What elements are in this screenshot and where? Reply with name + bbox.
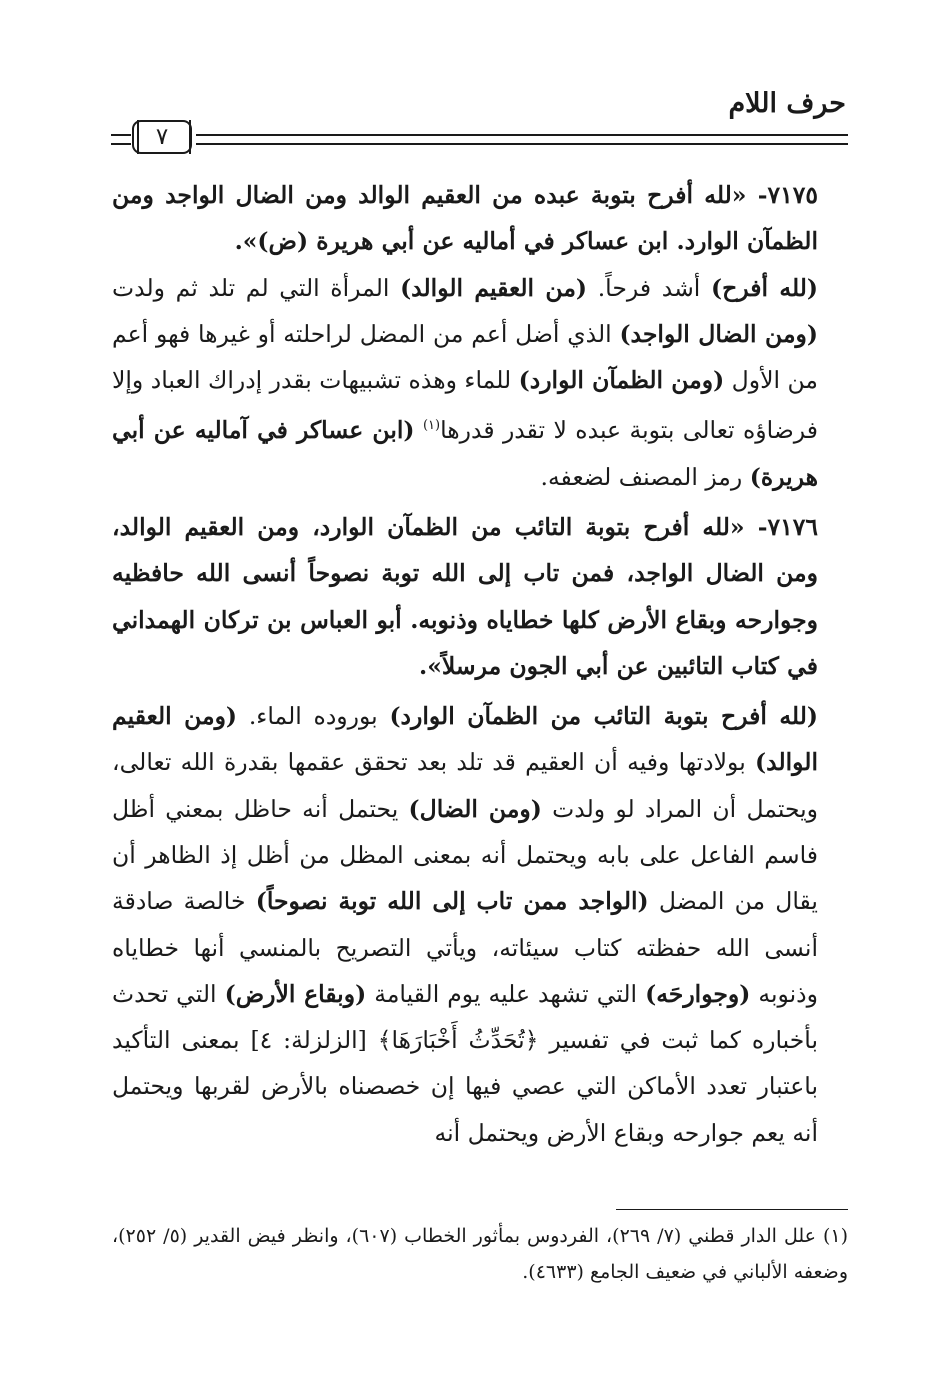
hadith-entry-7175 — [112, 172, 848, 265]
footnote-marker[interactable]: (١) — [422, 418, 441, 434]
commentary-text: المرأة التي لم تلد ثم ولدت — [112, 273, 401, 302]
commentary-lemma: (وبقاع الأرض) — [224, 979, 367, 1008]
hadith-entry-7176 — [112, 504, 848, 689]
commentary-lemma: (من العقيم الوالد) — [400, 273, 588, 302]
entry-number: ٧١٧٥- — [757, 181, 819, 209]
commentary-lemma: (لله أفرح) — [710, 273, 819, 302]
commentary-text: للماء وهذه تشبيهات بقدر إدراك العباد وإلا فرضاؤه تعالى بتوبة عبده لا تقدر قدرها — [112, 366, 818, 445]
commentary-text: أشد فرحاً. — [587, 273, 711, 302]
commentary-text: الذي أضل أعم من المضل لراحلته أو غيرها فهو أعم من الأول — [112, 319, 818, 395]
commentary-lemma: (ابن عساكر في آماليه عن أبي هريرة) — [112, 416, 818, 491]
commentary-lemma: (ومن العقيم الوالد) — [112, 702, 818, 777]
quran-quote: ﴿تُحَدِّثُ أَخْبَارَهَا﴾ — [377, 1026, 539, 1055]
commentary-lemma: (لله أفرح بتوبة التائب من الظمآن الوارد) — [389, 702, 818, 731]
footnote-1: (١) علل الدار قطني (٧/ ٢٦٩)، الفردوس بمأثور الخطاب (٦٠٧)، وانظر فيض القدير (٥/ ٢٥٢)، وضعفه الألباني في ضعيف الجامع (٤٦٣٣). — [112, 1225, 849, 1283]
commentary-text: بولادتها وفيه أن العقيم قد تلد بعد تحقق عقمها بقدرة الله تعالى، ويحتمل أن المراد لو ولدت — [112, 748, 819, 823]
commentary-text: التي تشهد عليه يوم القيامة — [366, 979, 646, 1008]
commentary-text: رمز المصنف لضعفه. — [540, 462, 750, 491]
commentary-7176 — [112, 693, 848, 1156]
commentary-7175 — [112, 265, 848, 500]
commentary-lemma: (ومن الظمآن الوارد) — [518, 366, 725, 395]
hadith-text: «لله أفرح بتوبة عبده من العقيم الوالد ومن الضال الواجد ومن الظمآن الوارد. ابن عساكر في أماليه عن أبي هريرة (ض)». — [112, 181, 818, 256]
footnote-separator — [616, 1209, 848, 1210]
entry-number: ٧١٧٦- — [757, 512, 818, 541]
running-title: حرف اللام — [728, 88, 846, 119]
commentary-text: خالصة صادقة أنسى الله حفظته كتاب سيئاته، ويأتي التصريح بالمنسي أنها خطاياه وذنوبه — [112, 887, 818, 1008]
commentary-text: بوروده الماء. — [237, 702, 390, 731]
commentary-lemma: (ومن الضال) — [408, 794, 542, 823]
header-rule-stub — [111, 134, 131, 145]
commentary-lemma: (الواجد ممن تاب إلى الله توبة نصوحاً) — [255, 887, 649, 916]
page-body — [112, 172, 848, 1156]
commentary-text: التي تحدث بأخباره كما ثبت في تفسير — [112, 979, 818, 1055]
commentary-lemma: (وجوارحَه) — [645, 979, 751, 1008]
footnotes — [112, 1218, 848, 1290]
header-double-rule — [196, 134, 848, 145]
hadith-text: «لله أفرح بتوبة التائب من الظمآن الوارد، ومن العقيم الوالد، ومن الضال الواجد، فمن تاب إلى الله توبة نصوحاً أنسى الله حافظيه وجوارحه وبقاع الأرض كلها خطاياه وذنوبه. أبو العباس بن تركان الهمداني في كتاب التائبين عن أبي الجون مرسلاً». — [112, 512, 818, 680]
commentary-lemma: (ومن الضال الواجد) — [619, 319, 819, 348]
commentary-text — [415, 416, 423, 444]
page-number: ٧ — [155, 124, 169, 150]
commentary-text: يحتمل أنه حاظل بمعني أظل فاسم الفاعل على بابه ويحتمل أنه بمعنى المظل من أظل إذ الظاهر أن يقال من المضل — [112, 794, 818, 916]
commentary-text: [الزلزلة: ٤] بمعنى التأكيد باعتبار تعدد الأماكن التي عصي فيها إن خصصناه بالأرض لقربها ويحتمل أنه يعم جوارحه وبقاع الأرض ويحتمل أنه — [112, 1026, 818, 1147]
page-number-box — [132, 120, 192, 154]
